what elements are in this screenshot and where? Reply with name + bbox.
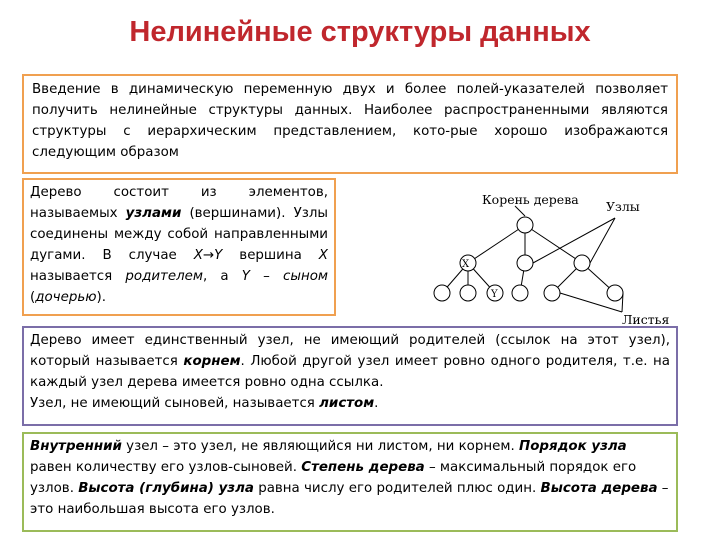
term-degree: Степень дерева xyxy=(301,460,425,475)
var-y: Y xyxy=(241,269,250,284)
term-inner: Внутренний xyxy=(30,439,122,454)
tree-def-text: называется xyxy=(30,269,126,284)
term-daughter: дочерью xyxy=(35,290,97,305)
nodes-label: Узлы xyxy=(606,199,640,214)
inner-def-text: – максимальный порядок его узлов. xyxy=(30,460,637,496)
leaves-label: Листья xyxy=(622,312,670,324)
tree-leaf xyxy=(512,285,528,301)
inner-def-text: равна числу его родителей плюс один. xyxy=(253,481,541,496)
intro-box xyxy=(22,74,678,174)
root-def-text: Дерево имеет единственный узел, не имеющий родителей (ссылок на этот узел), который называется xyxy=(30,333,670,369)
page-title: Нелинейные структуры данных xyxy=(129,16,591,48)
tree-diagram xyxy=(340,178,680,324)
inner-def-text: узел – это узел, не являющийся ни листом, ни корнем. xyxy=(121,439,519,454)
tree-leaf xyxy=(544,285,560,301)
tree-node xyxy=(574,255,590,271)
inner-def-text: равен количеству его узлов-сыновей. xyxy=(30,460,302,475)
inner-node-definition-box xyxy=(22,432,678,532)
node-y-label: Y xyxy=(491,289,498,300)
tree-node xyxy=(517,255,533,271)
term-leaf: листом xyxy=(319,396,375,411)
root-def-text: . Любой другой узел имеет ровно одного родителя, т.е. на каждый узел дерева имеется ровно одна ссылка. xyxy=(30,354,670,390)
term-nodes: узлами xyxy=(125,206,182,221)
node-x-label: X xyxy=(462,259,470,270)
term-tree-height: Высота дерева xyxy=(540,481,658,496)
tree-def-text: вершина xyxy=(222,248,319,263)
root-def-text: . xyxy=(374,396,379,411)
root-def-text: Узел, не имеющий сыновей, называется xyxy=(30,396,320,411)
tree-leaf xyxy=(460,285,476,301)
var-x: X xyxy=(193,248,203,263)
term-order: Порядок узла xyxy=(518,439,627,454)
arrow-symbol: → xyxy=(202,248,215,263)
intro-text: Введение в динамическую переменную двух и более полей-указателей позволяет получить нелинейные структуры данных. Наиболее распространенными являются структуры с иерархическим представлением, кото-рые хорошо изображаются следующим образом xyxy=(32,82,668,160)
inner-def-text: – это наибольшая высота его узлов. xyxy=(30,481,669,517)
tree-leaf xyxy=(434,285,450,301)
term-parent: родителем xyxy=(125,269,203,284)
tree-def-text: Дерево состоит из элементов, называемых xyxy=(30,185,328,221)
tree-def-text: – xyxy=(249,269,284,284)
term-root: корнем xyxy=(183,354,241,369)
tree-def-text: ( xyxy=(30,290,36,305)
var-x: X xyxy=(318,248,328,263)
term-node-height: Высота (глубина) узла xyxy=(78,481,254,496)
tree-definition-box xyxy=(22,178,336,316)
tree-def-text: ). xyxy=(96,290,106,305)
tree-leaf xyxy=(607,285,623,301)
tree-node-root xyxy=(517,217,533,233)
tree-def-text: , а xyxy=(202,269,242,284)
var-y: Y xyxy=(214,248,223,263)
root-label: Корень дерева xyxy=(482,192,579,207)
term-son: сыном xyxy=(283,269,329,284)
root-definition-box xyxy=(22,326,678,426)
tree-def-text: (вершинами). Узлы соединены между собой направленными дугами. В случае xyxy=(30,206,328,263)
